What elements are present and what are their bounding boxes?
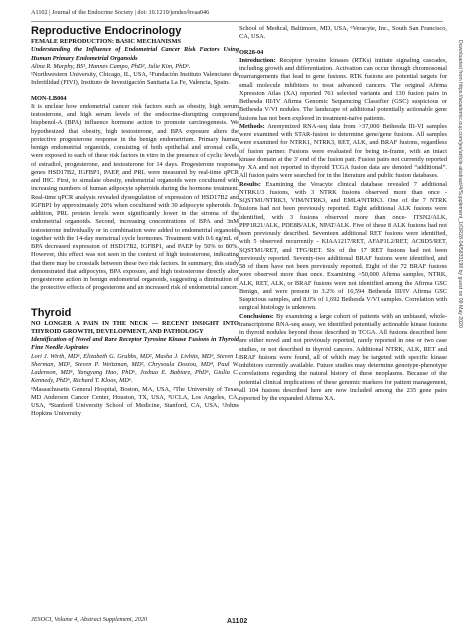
methods-paragraph	[239, 123, 447, 181]
conclusions-text: By examining a large cohort of patients with an unbiased, whole-transcriptome RNA-seq assay, we identified potentially actionable kinase fusions in thyroid nodules beyond those described in TCGA. All fusions described here are either novel and not previously reported, rarely reported in one or two case studies, or not described in thyroid cancers. Additional NTRK, ALK, RET and BRAF fusions were found, all of which may be targeted with specific kinase inhibitors currently available. Future studies may determine genotype-phenotype correlations regarding the natural history of these neoplasms. Because of the potential clinical implications of these genomic markers for patient management, all 104 fusions described here are now included among the 235 gene pairs reported by the expanded Afirma XA.	[239, 312, 447, 402]
subsection-title: FEMALE REPRODUCTION: BASIC MECHANISMS	[31, 38, 181, 45]
download-watermark	[453, 40, 463, 600]
affiliations-continued: School of Medical, Baltimore, MD, USA, ⁶Veracyte, Inc., South San Francisco, CA, USA.	[239, 25, 447, 41]
introduction-label: Introduction:	[239, 56, 276, 64]
abstract-id: MON-LB004	[31, 94, 67, 102]
introduction-paragraph	[239, 57, 447, 123]
article-authors: Alina R. Murphy, BS¹, Hannes Campo, PhD², Julie Kim, PhD¹.	[31, 62, 191, 70]
subsection-title-thyroid: NO LONGER A PAIN IN THE NECK — RECENT INSIGHT INTO THYROID GROWTH, DEVELOPMENT, AND PATHOLOGY	[31, 319, 239, 335]
methods-label: Methods:	[239, 122, 265, 130]
article-affiliations-rtk: ¹Massachusetts General Hospital, Boston, MA, USA, ²The University of Texas MD Anderson Cancer Center, Houston, TX, USA, ³UCLA, Los Angeles, CA, USA, ⁴Stanford University School of Medicine, Stanford, CA, USA, ⁵Johns Hopkins University	[31, 385, 239, 418]
article-title-rtk: Identification of Novel and Rare Receptor Tyrosine Kinase Fusions in Thyroid Fine Needle Aspirates	[31, 336, 239, 352]
right-column	[239, 25, 447, 403]
article-affiliations: ¹Northwestern University, Chicago, IL, USA, ²Fundación Instituto Valenciano de Infertilidad (FIVI), Instituto de Investigación Sanitaria La Fe, Valencia, Spain.	[31, 71, 239, 87]
conclusions-paragraph	[239, 313, 447, 404]
section-title: Reproductive Endocrinology	[31, 25, 182, 37]
header-divider	[31, 21, 443, 22]
article-title: Understanding the Influence of Endometrial Cancer Risk Factors Using Human Primary Endometrial Organoids	[31, 46, 239, 62]
results-text: Examining the Veracyte clinical database revealed 7 additional NTRK1/3 fusions, with 3 NTRK fusions observed more than once - SQSTM1/NTRK3, VIM/NTRK3, and EML4/NTRK3. One of the 7 NTRK fusions had not been previously reported. Eight additional ALK fusions were identified, with 3 fusions observed more than once- ITSN2/ALK, PPP1R21/ALK, PDE8B/ALK, NPAT/ALK. Five of these 8 ALK fusions had not been previously described. Seventeen additional RET fusions were identified, with 5 observed recurrently - KIAA1217/RET, AFAP1L2/RET, ACBD5/RET, SQSTM1/RET, and TFG/RET. Six of the 17 RET fusions had not been previously reported. Seventy-two additional BRAF fusions were identified, and 58 of them have not been previously reported. Eight of the 72 BRAF fusions were observed more than once. Examining >50,000 Afirma samples, NTRK, ALK, RET, ALK, or BRAF fusions were not identified among the Afirma GSC Benign, and were present in 3.2% of 16,594 Bethesda III/IV Afirma GSC Suspicious samples, and 8.0% of 1,692 Bethesda V/VI samples. Correlation with surgical histology is unknown.	[239, 180, 447, 312]
abstract-id-rtk: OR28-04	[239, 48, 264, 56]
introduction-text: Receptor tyrosine kinases (RTKs) initiate signaling cascades, including growth and differentiation. Activation can occur through chromosomal rearrangements that lead to gene fusions. RTK fusions are potential targets for small molecule inhibitors to treat advanced cancers. The original Afirma Xpression Atlas (XA) reported 761 selected variants and 130 fusion pairs in Bethesda III/IV Afirma Genomic Sequencing Classifier (GSC) suspicious or Bethesda V/VI nodules. The landscape of additional potentially actionable gene fusions has not been explored in treatment-naïve patients.	[239, 56, 447, 122]
abstract-body: It is unclear how endometrial cancer risk factors such as obesity, high serum testosterone, and high serum levels of the endocrine-disrupting compound bisphenol-A (BPA) influence hormone action to promote carcinogenesis. We hypothesized that obesity, high testosterone, and BPA exposure alters the protective progesterone response in the benign endometrium. Primary human benign endometrial organoids, consisting of both epithelial and stromal cells, were exposed to each of these risk factors in vitro in the presence of cyclic levels of estradiol, progesterone, and testosterone for 14 days. Progesterone response genes HSD17B2, IGFBP1, PAEP, and PRL were measured by real-time qPCR and IHC. First, to simulate obesity, endometrial organoids were cocultured with increasing numbers of human adipocyte spheroids during the hormone treatment. Real-time qPCR analysis revealed dysregulation of expression of HSD17B2 and IGFBP1 by approximately 20% when cocultured with 30 adipocyte spheroids. In addition, PRL protein levels were significantly lower in the stroma of the endometrial organoids. Second, increasing concentrations of BPA and 3nM testosterone individually or in combination were added to endometrial organoids together with the 14-day menstrual cycle hormones. Treatment with 0.6 ng/mL of BPA decreased expression of HSD17B2, IGFBP1, and PAEP by 50% to 80%. However, this effect was not seen in the context of high testosterone, indicating that there may be crosstalk between these two risk factors. In summary, this study demonstrated that adipocytes, BPA exposure, and high testosterone directly alter progesterone action in benign endometrial organoids, suggesting a diminution of the protective effects of progesterone and an increased risk of endometrial cancer.	[31, 102, 239, 292]
article-authors-rtk: Lori J. Wirth, MD¹, Elizabeth G. Grubbs, MD², Masha J. Livhits, MD³, Steven I. Sherman, MD², Steven P. Weitzman, MD², Chrysoula Dosiou, MD⁴, Paul W. Ladenson, MD⁵, Yangyang Hao, PhD⁶, Joshua E. Babiarz, PhD⁶, Giulia C. Kennedy, PhD⁶, Richard T. Kloos, MD⁶.	[31, 352, 239, 385]
methods-text: Anonymized RNA-seq data from >37,000 Bethesda III-VI samples were examined with STAR-fusion to determine gene/gene fusions. All samples were examined for NTRK1, NTRK3, RET, ALK, and BRAF fusions, regardless of fusion partner. Fusions were evaluated for being in-frame, with an intact kinase domain at the 3' end of the fusion pair. Fusion pairs not currently reported by XA and not reported in thyroid TCGA fusion data are denoted “additional”. All fusion pairs were searched for in the literature and public fusion databases.	[239, 122, 447, 180]
running-head: A1102 | Journal of the Endocrine Society | doi: 10.1210/jendso/bvaa046	[31, 9, 210, 16]
footer-page-number: A1102	[227, 618, 248, 625]
section-title-thyroid: Thyroid	[31, 306, 72, 319]
left-column	[31, 25, 239, 419]
download-watermark-text: Downloaded from https://academic.oup.com/jes/article-abstract/4/Supplement_1/OR28-04/5833198 by guest on 09 May 2020	[457, 40, 463, 328]
results-paragraph	[239, 181, 447, 313]
conclusions-label: Conclusions:	[239, 312, 274, 320]
results-label: Results:	[239, 180, 261, 188]
footer-journal: JESOCI, Volume 4, Abstract Supplement, 2020	[31, 616, 148, 623]
